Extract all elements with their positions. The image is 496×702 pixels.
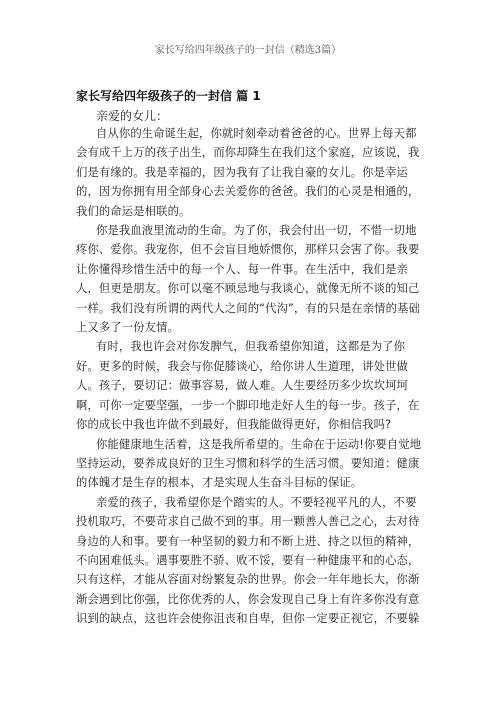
- paragraph: 你能健康地生活着，这是我所希望的。生命在于运动!你要自觉地坚持运动，要养成良好的卫生习惯和科学的生活习惯。要知道：健康的体魄才是生存的根本，才是实现人生奋斗目标的保证。: [76, 437, 422, 490]
- letter-salutation: 亲爱的女儿：: [96, 109, 169, 123]
- letter-title: 家长写给四年级孩子的一封信 篇 1: [76, 89, 261, 103]
- paragraph: 亲爱的孩子，我希望你是个踏实的人。不要轻视平凡的人，不要投机取巧，不要苛求自己做不到的事。用一颗善人善己之心，去对待身边的人和事。要有一种坚韧的毅力和不断上进、持之以恒的精神，不向困难低头。遇事要胜不骄、败不馁，要有一种健康平和的心态，只有这样，才能从容面对纷繁复杂的世界。你会一年年地长大，你渐渐会遇到比你强，比你优秀的人，你会发现自己身上有许多你没有意识到的缺点，这也许会使你沮丧和自卑，但你一定要正视它，不要躲: [76, 495, 420, 626]
- paragraph: 你是我血液里流动的生命。为了你，我会付出一切，不惜一切地疼你、爱你。我宠你，但不会盲目地娇惯你，那样只会害了你。我要让你懂得珍惜生活中的每一个人、每一件事。在生活中，我们是亲人，但更是朋友。你可以毫不顾忌地与我谈心，就像无所不谈的知己一样。我们没有所谓的两代人之间的“代沟”，有的只是在亲情的基础上又多了一份友情。: [76, 224, 420, 335]
- running-header: 家长写给四年级孩子的一封信（精选3篇）: [154, 45, 342, 56]
- letter-body: [76, 124, 422, 629]
- paragraph: 自从你的生命诞生起，你就时刻牵动着爸爸的心。世界上每天都会有成千上万的孩子出生，而你却降生在我们这个家庭，应该说，我们是有缘的。我是幸福的，因为我有了让我自豪的女儿。你是幸运的，因为你拥有用全部身心去关爱你的爸爸。我们的心灵是相通的，我们的命运是相联的。: [76, 127, 420, 218]
- paragraph: 有时，我也许会对你发脾气，但我希望你知道，这都是为了你好。更多的时候，我会与你促膝谈心，给你讲人生道理，讲处世做人。孩子，要切记：做事容易，做人难。人生要经历多少坎坎坷坷啊，可你一定要坚强，一步一个脚印地走好人生的每一步。孩子，在你的成长中我也许做不到最好，但我能做得更好，你相信我吗?: [76, 340, 420, 432]
